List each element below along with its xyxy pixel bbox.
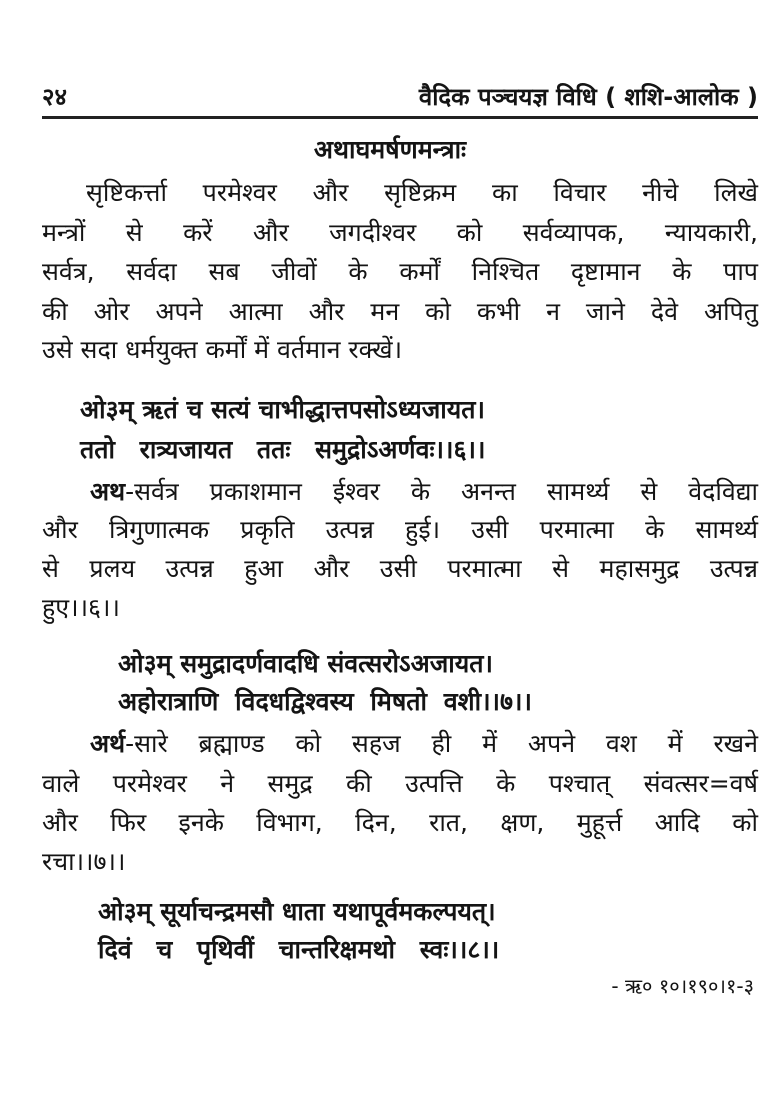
mantra-line: ओ३म् सूर्याचन्द्रमसौ धाता यथापूर्वमकल्पयत्। [98,897,496,926]
meaning-line: और फिर इनके विभाग, दिन, रात, क्षण, मुहूर्त्त आदि को [42,808,758,837]
intro-line: उसे सदा धर्मयुक्त कर्मों में वर्तमान रक्खें। [42,335,403,364]
mantra-line: अहोरात्राणि विदधद्विश्वस्य मिषतो वशी।।७।। [118,687,532,716]
mantra-line: दिवं च पृथिवीं चान्तरिक्षमथो स्वः।।८।। [98,935,500,964]
intro-line: सर्वत्र, सर्वदा सब जीवों के कर्मों निश्चित दृष्टामान के पाप [42,257,758,286]
header-rule [42,116,758,119]
meaning-text: -सर्वत्र प्रकाशमान ईश्वर के अनन्त सामर्थ्य से वेदविद्या [125,477,758,506]
meaning-line: हुए।।६।। [42,593,121,622]
intro-line: सृष्टिकर्त्ता परमेश्वर और सृष्टिक्रम का विचार नीचे लिखे [86,178,758,207]
book-title: वैदिक पञ्चयज्ञ विधि ( शशि-आलोक ) [418,83,758,111]
meaning-line [90,727,758,761]
mantra-line: ततो रात्र्यजायत ततः समुद्रोऽअर्णवः।।६।। [80,435,486,464]
meaning-label: अथ [90,477,126,506]
meaning-line: और त्रिगुणात्मक प्रकृति उत्पन्न हुई। उसी परमात्मा के सामर्थ्य [42,515,758,544]
meaning-line [90,475,758,509]
intro-line: की ओर अपने आत्मा और मन को कभी न जाने देवे अपितु [42,297,758,326]
meaning-label: अर्थ [90,729,126,758]
source-reference: - ऋ० १०।१९०।१-३ [611,974,754,998]
intro-line: मन्त्रों से करें और जगदीश्वर को सर्वव्यापक, न्यायकारी, [42,218,758,247]
section-title: अथाघमर्षणमन्त्राः [313,135,467,164]
mantra-line: ओ३म् ऋतं च सत्यं चाभीद्धात्तपसोऽध्यजायत। [80,395,485,424]
running-header [42,80,758,114]
meaning-text: -सारे ब्रह्माण्ड को सहज ही में अपने वश में रखने [125,729,758,758]
meaning-line: वाले परमेश्वर ने समुद्र की उत्पत्ति के पश्चात् संवत्सर=वर्ष [42,769,758,798]
meaning-line: रचा।।७।। [42,847,126,876]
meaning-line: से प्रलय उत्पन्न हुआ और उसी परमात्मा से महासमुद्र उत्पन्न [42,554,758,583]
mantra-line: ओ३म् समुद्रादर्णवादधि संवत्सरोऽअजायत। [118,649,493,678]
page-number: २४ [42,83,67,111]
